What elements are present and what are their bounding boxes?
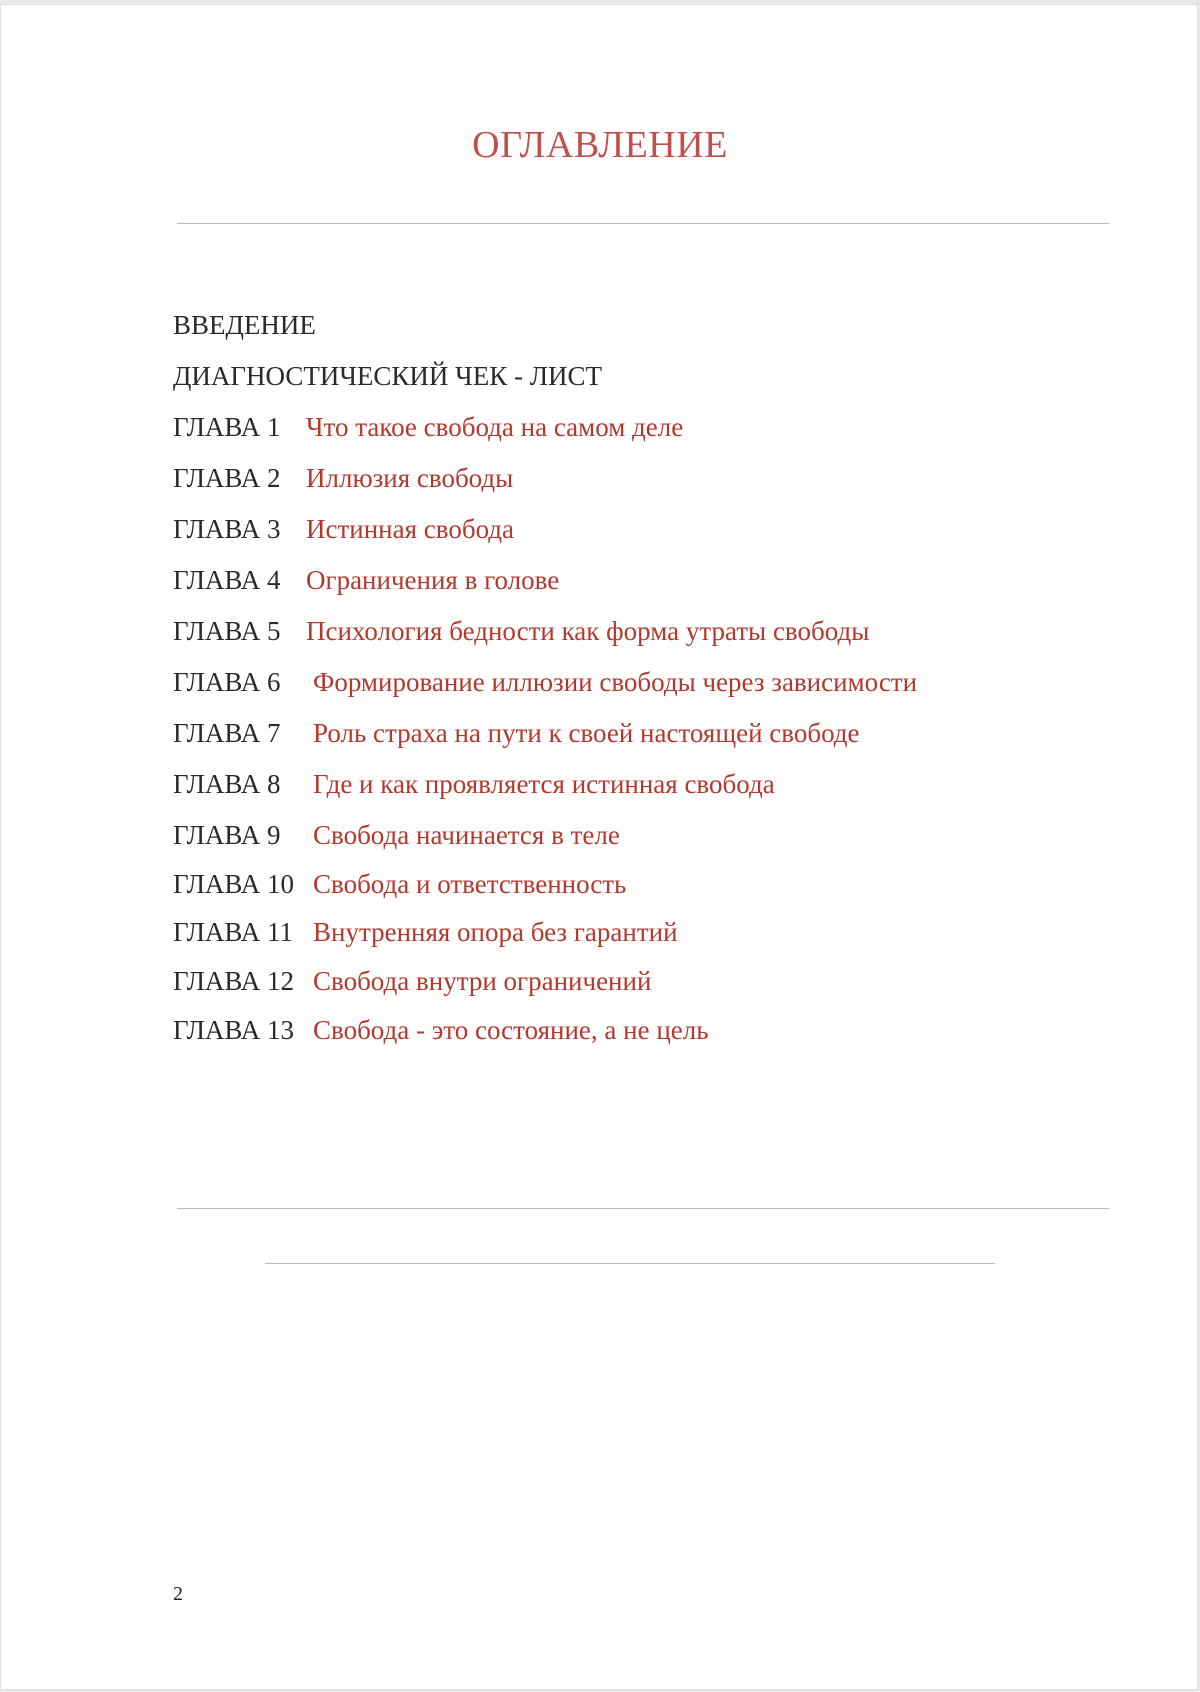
chapter-label: ГЛАВА 7 xyxy=(173,718,281,748)
chapter-title: Роль страха на пути к своей настоящей свободе xyxy=(313,718,860,748)
bottom-short-divider xyxy=(265,1263,995,1264)
chapter-title: Истинная свобода xyxy=(306,514,515,544)
chapter-label: ГЛАВА 4 xyxy=(173,565,281,595)
chapter-label: ГЛАВА 2 xyxy=(173,463,281,493)
chapter-label: ГЛАВА 10 xyxy=(173,869,294,899)
chapter-label: ГЛАВА 11 xyxy=(173,917,293,947)
document-page xyxy=(0,4,1198,1690)
chapter-title: Свобода и ответственность xyxy=(313,869,627,899)
chapter-title: Формирование иллюзии свободы через зависимости xyxy=(313,667,918,697)
toc-item-diagnostic-checklist[interactable]: ДИАГНОСТИЧЕСКИЙ ЧЕК - ЛИСТ xyxy=(173,361,603,391)
top-divider xyxy=(177,223,1109,224)
chapter-label: ГЛАВА 5 xyxy=(173,616,281,646)
chapter-label: ГЛАВА 8 xyxy=(173,769,281,799)
chapter-title: Ограничения в голове xyxy=(306,565,560,595)
chapter-label: ГЛАВА 3 xyxy=(173,514,281,544)
chapter-title: Внутренняя опора без гарантий xyxy=(313,917,678,947)
page-title: ОГЛАВЛЕНИЕ xyxy=(472,124,728,166)
chapter-title: Что такое свобода на самом деле xyxy=(306,412,684,442)
chapter-title: Психология бедности как форма утраты свободы xyxy=(306,616,870,646)
chapter-title: Иллюзия свободы xyxy=(306,463,514,493)
chapter-title: Свобода начинается в теле xyxy=(313,820,620,850)
bottom-divider xyxy=(177,1208,1109,1209)
chapter-label: ГЛАВА 13 xyxy=(173,1015,294,1045)
page-number: 2 xyxy=(173,1583,183,1605)
chapter-title: Свобода внутри ограничений xyxy=(313,966,652,996)
toc-item-introduction[interactable]: ВВЕДЕНИЕ xyxy=(173,310,316,340)
chapter-title: Свобода - это состояние, а не цель xyxy=(313,1015,709,1045)
chapter-label: ГЛАВА 9 xyxy=(173,820,281,850)
chapter-title: Где и как проявляется истинная свобода xyxy=(313,769,775,799)
chapter-label: ГЛАВА 1 xyxy=(173,412,281,442)
chapter-label: ГЛАВА 12 xyxy=(173,966,294,996)
chapter-label: ГЛАВА 6 xyxy=(173,667,281,697)
